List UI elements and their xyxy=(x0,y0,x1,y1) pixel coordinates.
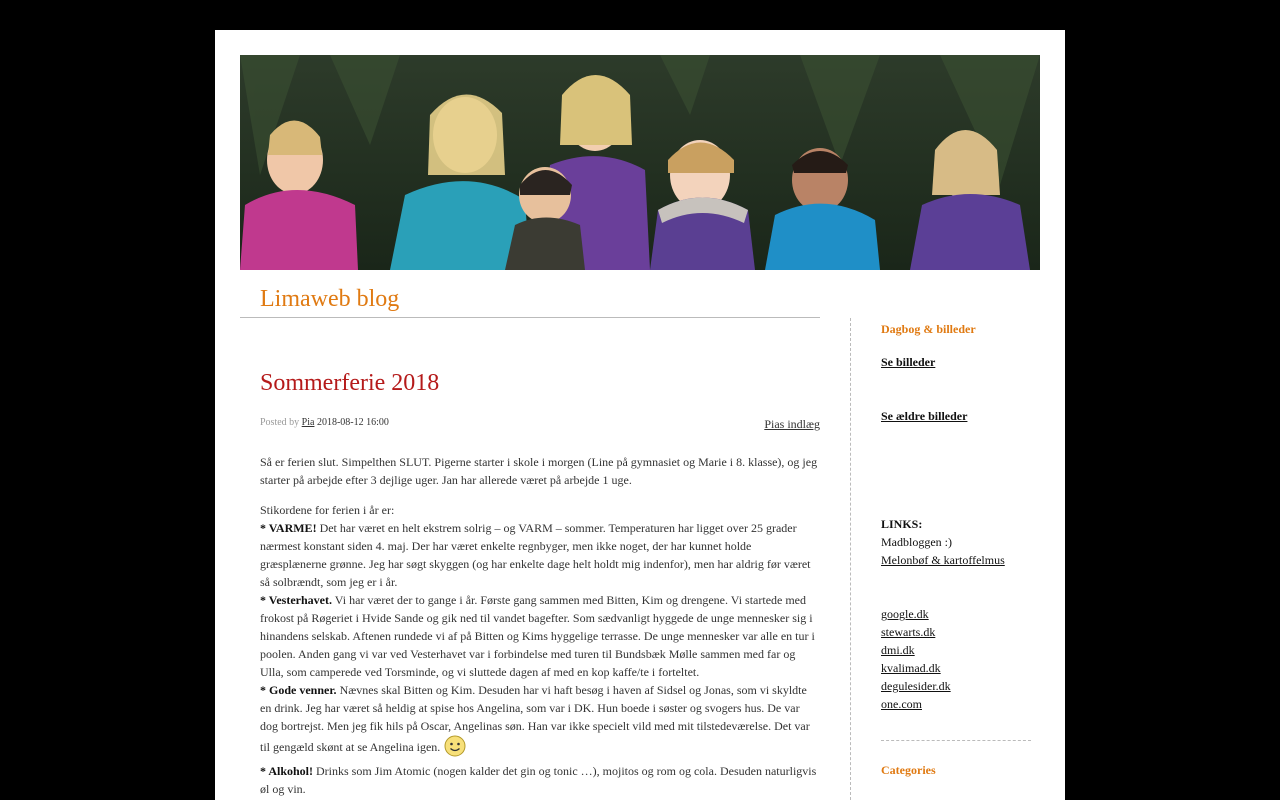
keywords-intro: Stikordene for ferien i år er: xyxy=(260,503,395,517)
keywords-block xyxy=(260,501,820,798)
author-link[interactable]: Pia xyxy=(301,417,315,428)
sidebar-divider xyxy=(850,318,851,800)
posted-by-label: Posted by xyxy=(260,417,300,428)
section-heading: * Vesterhavet. xyxy=(260,593,332,607)
external-link-stewarts[interactable]: stewarts.dk xyxy=(881,625,936,639)
post-meta xyxy=(260,417,820,431)
external-link-one[interactable]: one.com xyxy=(881,697,922,711)
title-divider xyxy=(240,317,820,318)
sidebar xyxy=(881,320,1041,779)
post-content xyxy=(260,370,820,798)
madbloggen-text: Madbloggen :) xyxy=(881,535,952,549)
see-pictures-link[interactable]: Se billeder xyxy=(881,355,936,369)
post-datetime: 2018-08-12 16:00 xyxy=(316,417,389,428)
smiley-icon xyxy=(444,735,466,762)
external-link-degulesider[interactable]: degulesider.dk xyxy=(881,679,951,693)
section-text: Vi har været der to gange i år. Første gang sammen med Bitten, Kim og drengene. Vi startede med frokost på Røgeriet i Hvide Sande og gik ned til vandet bagefter. Som sædvanligt hyggede de unge mennesker sig i hinandens selskab. Aftenen rundede vi af på Bitten og Kims hyggelige terrasse. De unge mennesker var alle en tur i poolen. Anden gang vi var ved Vesterhavet var i forbindelse med turen til Bundsbæk Mølle sammen med far og Ulla, som camperede ved Torsminde, og vi sluttede dagen af med en kop kaffe/te i forteltet. xyxy=(260,593,815,679)
sidebar-heading-categories: Categories xyxy=(881,763,936,777)
links-label: LINKS: xyxy=(881,517,923,531)
see-older-pictures-link[interactable]: Se ældre billeder xyxy=(881,409,968,423)
section-heading: * Gode venner. xyxy=(260,683,337,697)
page-container xyxy=(215,30,1065,800)
external-link-dmi[interactable]: dmi.dk xyxy=(881,643,915,657)
melonboef-link[interactable]: Melonbøf & kartoffelmus xyxy=(881,553,1005,567)
section-heading: * Alkohol! xyxy=(260,764,314,778)
sidebar-heading-diary: Dagbog & billeder xyxy=(881,322,976,336)
section-text: Det har været en helt ekstrem solrig – og VARM – sommer. Temperaturen har ligget over 25 grader nærmest konstant siden 4. maj. Der har været enkelte regnbyger, men ikke noget, der har kunnet holde græsplænerne grønne. Jeg har søgt skyggen (og har enkelte dage helt holdt mig indenfor), men har aldrig før været så solbrændt, som jeg er i år. xyxy=(260,521,811,589)
section-heading: * VARME! xyxy=(260,521,317,535)
header-banner-photo xyxy=(240,55,1040,270)
section-varme xyxy=(260,519,820,591)
section-vesterhavet xyxy=(260,591,820,681)
section-text: Drinks som Jim Atomic (nogen kalder det gin og tonic …), mojitos og rom og cola. Desuden naturligvis øl og vin. xyxy=(260,764,817,796)
external-link-google[interactable]: google.dk xyxy=(881,607,929,621)
author-posts-link[interactable]: Pias indlæg xyxy=(764,417,820,431)
blog-title[interactable]: Limaweb blog xyxy=(260,286,400,312)
post-body xyxy=(260,453,820,798)
section-alkohol xyxy=(260,762,820,798)
post-intro: Så er ferien slut. Simpelthen SLUT. Pigerne starter i skole i morgen (Line på gymnasiet og Marie i 8. klasse), og jeg starter på arbejde efter 3 dejlige uger. Jan har allerede været på arbejde 1 uge. xyxy=(260,455,818,487)
section-gode-venner xyxy=(260,681,820,762)
post-title[interactable]: Sommerferie 2018 xyxy=(260,370,440,396)
external-link-kvalimad[interactable]: kvalimad.dk xyxy=(881,661,941,675)
section-text: Nævnes skal Bitten og Kim. Desuden har vi haft besøg i haven af Sidsel og Jonas, som vi skyldte en drink. Jeg har været så heldig at spise hos Angelina, som var i DK. Hun boede i søster og svogers hus. De var dog bortrejst. Men jeg fik hils på Oscar, Angelinas søn. Han var ikke specielt vild med mit tilstedeværelse. Det var til gengæld skønt at se Angelina igen. xyxy=(260,683,810,754)
